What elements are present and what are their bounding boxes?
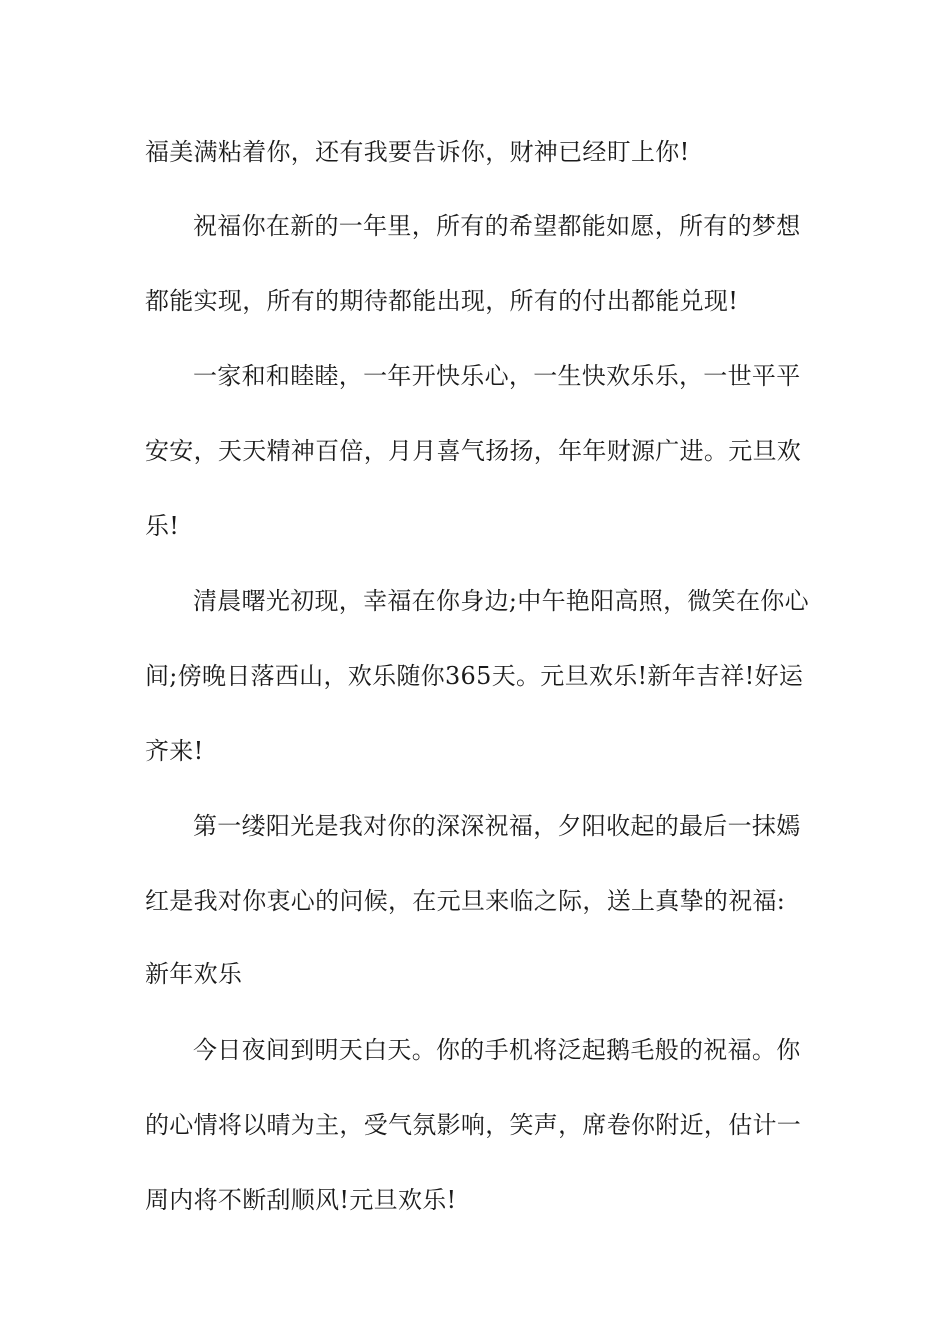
paragraph-first-line: 祝福你在新的一年里，所有的希望都能如愿，所有的梦想 — [193, 212, 801, 240]
paragraph-first-line: 第一缕阳光是我对你的深深祝福，夕阳收起的最后一抹嫣 — [193, 812, 801, 840]
text-line: 红是我对你衷心的问候，在元旦来临之际，送上真挚的祝福: — [145, 887, 786, 915]
text-line: 都能实现，所有的期待都能出现，所有的付出都能兑现! — [145, 287, 739, 315]
text-line: 的心情将以晴为主，受气氛影响，笑声，席卷你附近，估计一 — [145, 1111, 802, 1139]
paragraph-first-line: 清晨曙光初现，幸福在你身边;中午艳阳高照，微笑在你心 — [193, 587, 809, 615]
text-line: 乐! — [145, 512, 180, 540]
text-line: 间;傍晚日落西山，欢乐随你365天。元旦欢乐!新年吉祥!好运 — [145, 662, 804, 690]
text-line: 齐来! — [145, 737, 204, 765]
text-line: 安安，天天精神百倍，月月喜气扬扬，年年财源广进。元旦欢 — [145, 437, 802, 465]
paragraph-first-line: 一家和和睦睦，一年开快乐心，一生快欢乐乐，一世平平 — [193, 362, 801, 390]
text-line: 周内将不断刮顺风!元旦欢乐! — [145, 1186, 457, 1214]
text-line: 新年欢乐 — [145, 960, 243, 988]
text-line: 福美满粘着你，还有我要告诉你，财神已经盯上你! — [145, 138, 690, 166]
paragraph-first-line: 今日夜间到明天白天。你的手机将泛起鹅毛般的祝福。你 — [193, 1036, 801, 1064]
